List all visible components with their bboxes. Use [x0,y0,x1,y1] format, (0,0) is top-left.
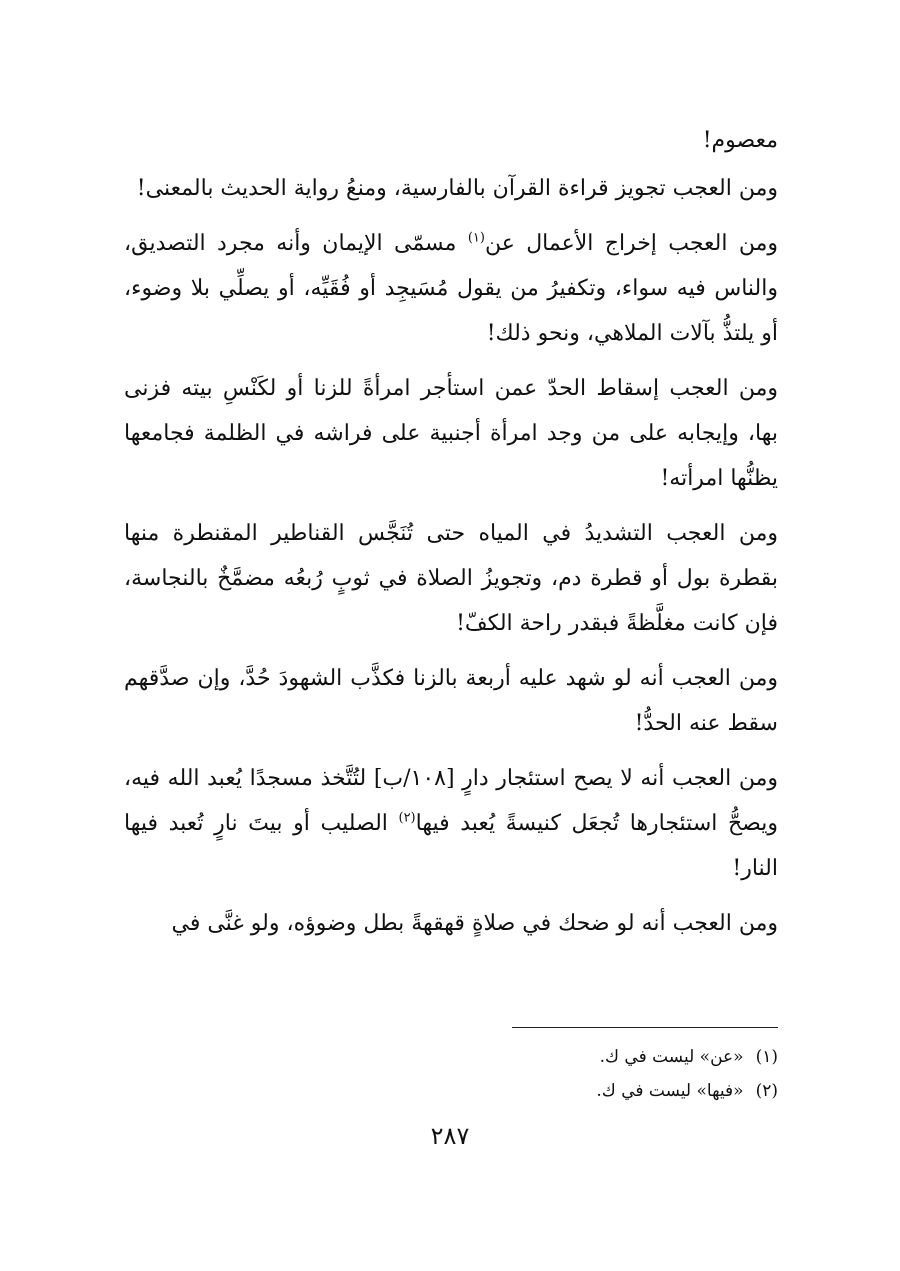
paragraph-text: ومن العجب تجويز قراءة القرآن بالفارسية، ومنعُ رواية الحديث بالمعنى! [136,176,778,201]
paragraph-text: مسمّى الإيمان وأنه مجرد التصديق، والناس فيه سواء، وتكفيرُ من يقول مُسَيجِد أو فُقَيِّه، أو يصلِّي بلا وضوء، أو يلتذُّ بآلات الملاهي، ونحو ذلك! [124,231,778,346]
page-number: ٢٨٧ [430,1122,470,1150]
main-text [124,118,778,956]
paragraph-4 [124,366,778,501]
footnote-number: (٢) [755,1081,778,1101]
footnote-separator [512,1027,778,1028]
paragraph-text: ومن العجب إسقاط الحدّ عمن استأجر امرأةً للزنا أو لكَنْسِ بيته فزنى بها، وإيجابه على من وجد امرأة أجنبية على فراشه في الظلمة فجامعها يظنُّها امرأته! [124,376,778,491]
footnotes [124,1040,778,1108]
paragraph-text: ومن العجب أنه لو ضحك في صلاةٍ قهقهةً بطل وضوؤه، ولو غنَّى في [171,911,778,936]
paragraph-3 [124,221,778,356]
footnote-1 [124,1040,778,1074]
paragraph-text: الصليب أو بيتَ نارٍ تُعبد فيها النار! [124,811,778,881]
paragraph-text: معصوم! [702,128,778,153]
paragraph-text: ومن العجب أنه لا يصح استئجار دارٍ [١٠٨/ب] لتُتَّخذ مسجدًا يُعبد الله فيه، ويصحُّ استئجارها تُجعَل كنيسةً يُعبد فيها [124,766,778,836]
footnote-2 [124,1074,778,1108]
footnote-reference-1[interactable]: (١) [467,230,485,246]
footnote-number: (١) [755,1047,778,1067]
paragraph-2 [124,166,778,211]
paragraph-8 [124,901,778,946]
footnote-text: «عن» ليست في ك. [599,1047,744,1067]
paragraph-5 [124,511,778,646]
paragraph-text: ومن العجب أنه لو شهد عليه أربعة بالزنا فكذَّب الشهودَ حُدَّ، وإن صدَّقهم سقط عنه الحدُّ! [124,666,778,736]
paragraph-text: ومن العجب التشديدُ في المياه حتى تُنَجَّس القناطير المقنطرة منها بقطرة بول أو قطرة دم، وتجويزُ الصلاة في ثوبٍ رُبعُه مضمَّخٌ بالنجاسة، فإن كانت مغلَّظةً فبقدر راحة الكفّ! [124,521,778,636]
paragraph-7 [124,756,778,891]
footnote-reference-2[interactable]: (٢) [398,810,416,826]
paragraph-1 [124,118,778,163]
paragraph-6 [124,656,778,746]
paragraph-text: ومن العجب إخراج الأعمال عن [484,231,778,256]
footnote-text: «فيها» ليست في ك. [596,1081,744,1101]
